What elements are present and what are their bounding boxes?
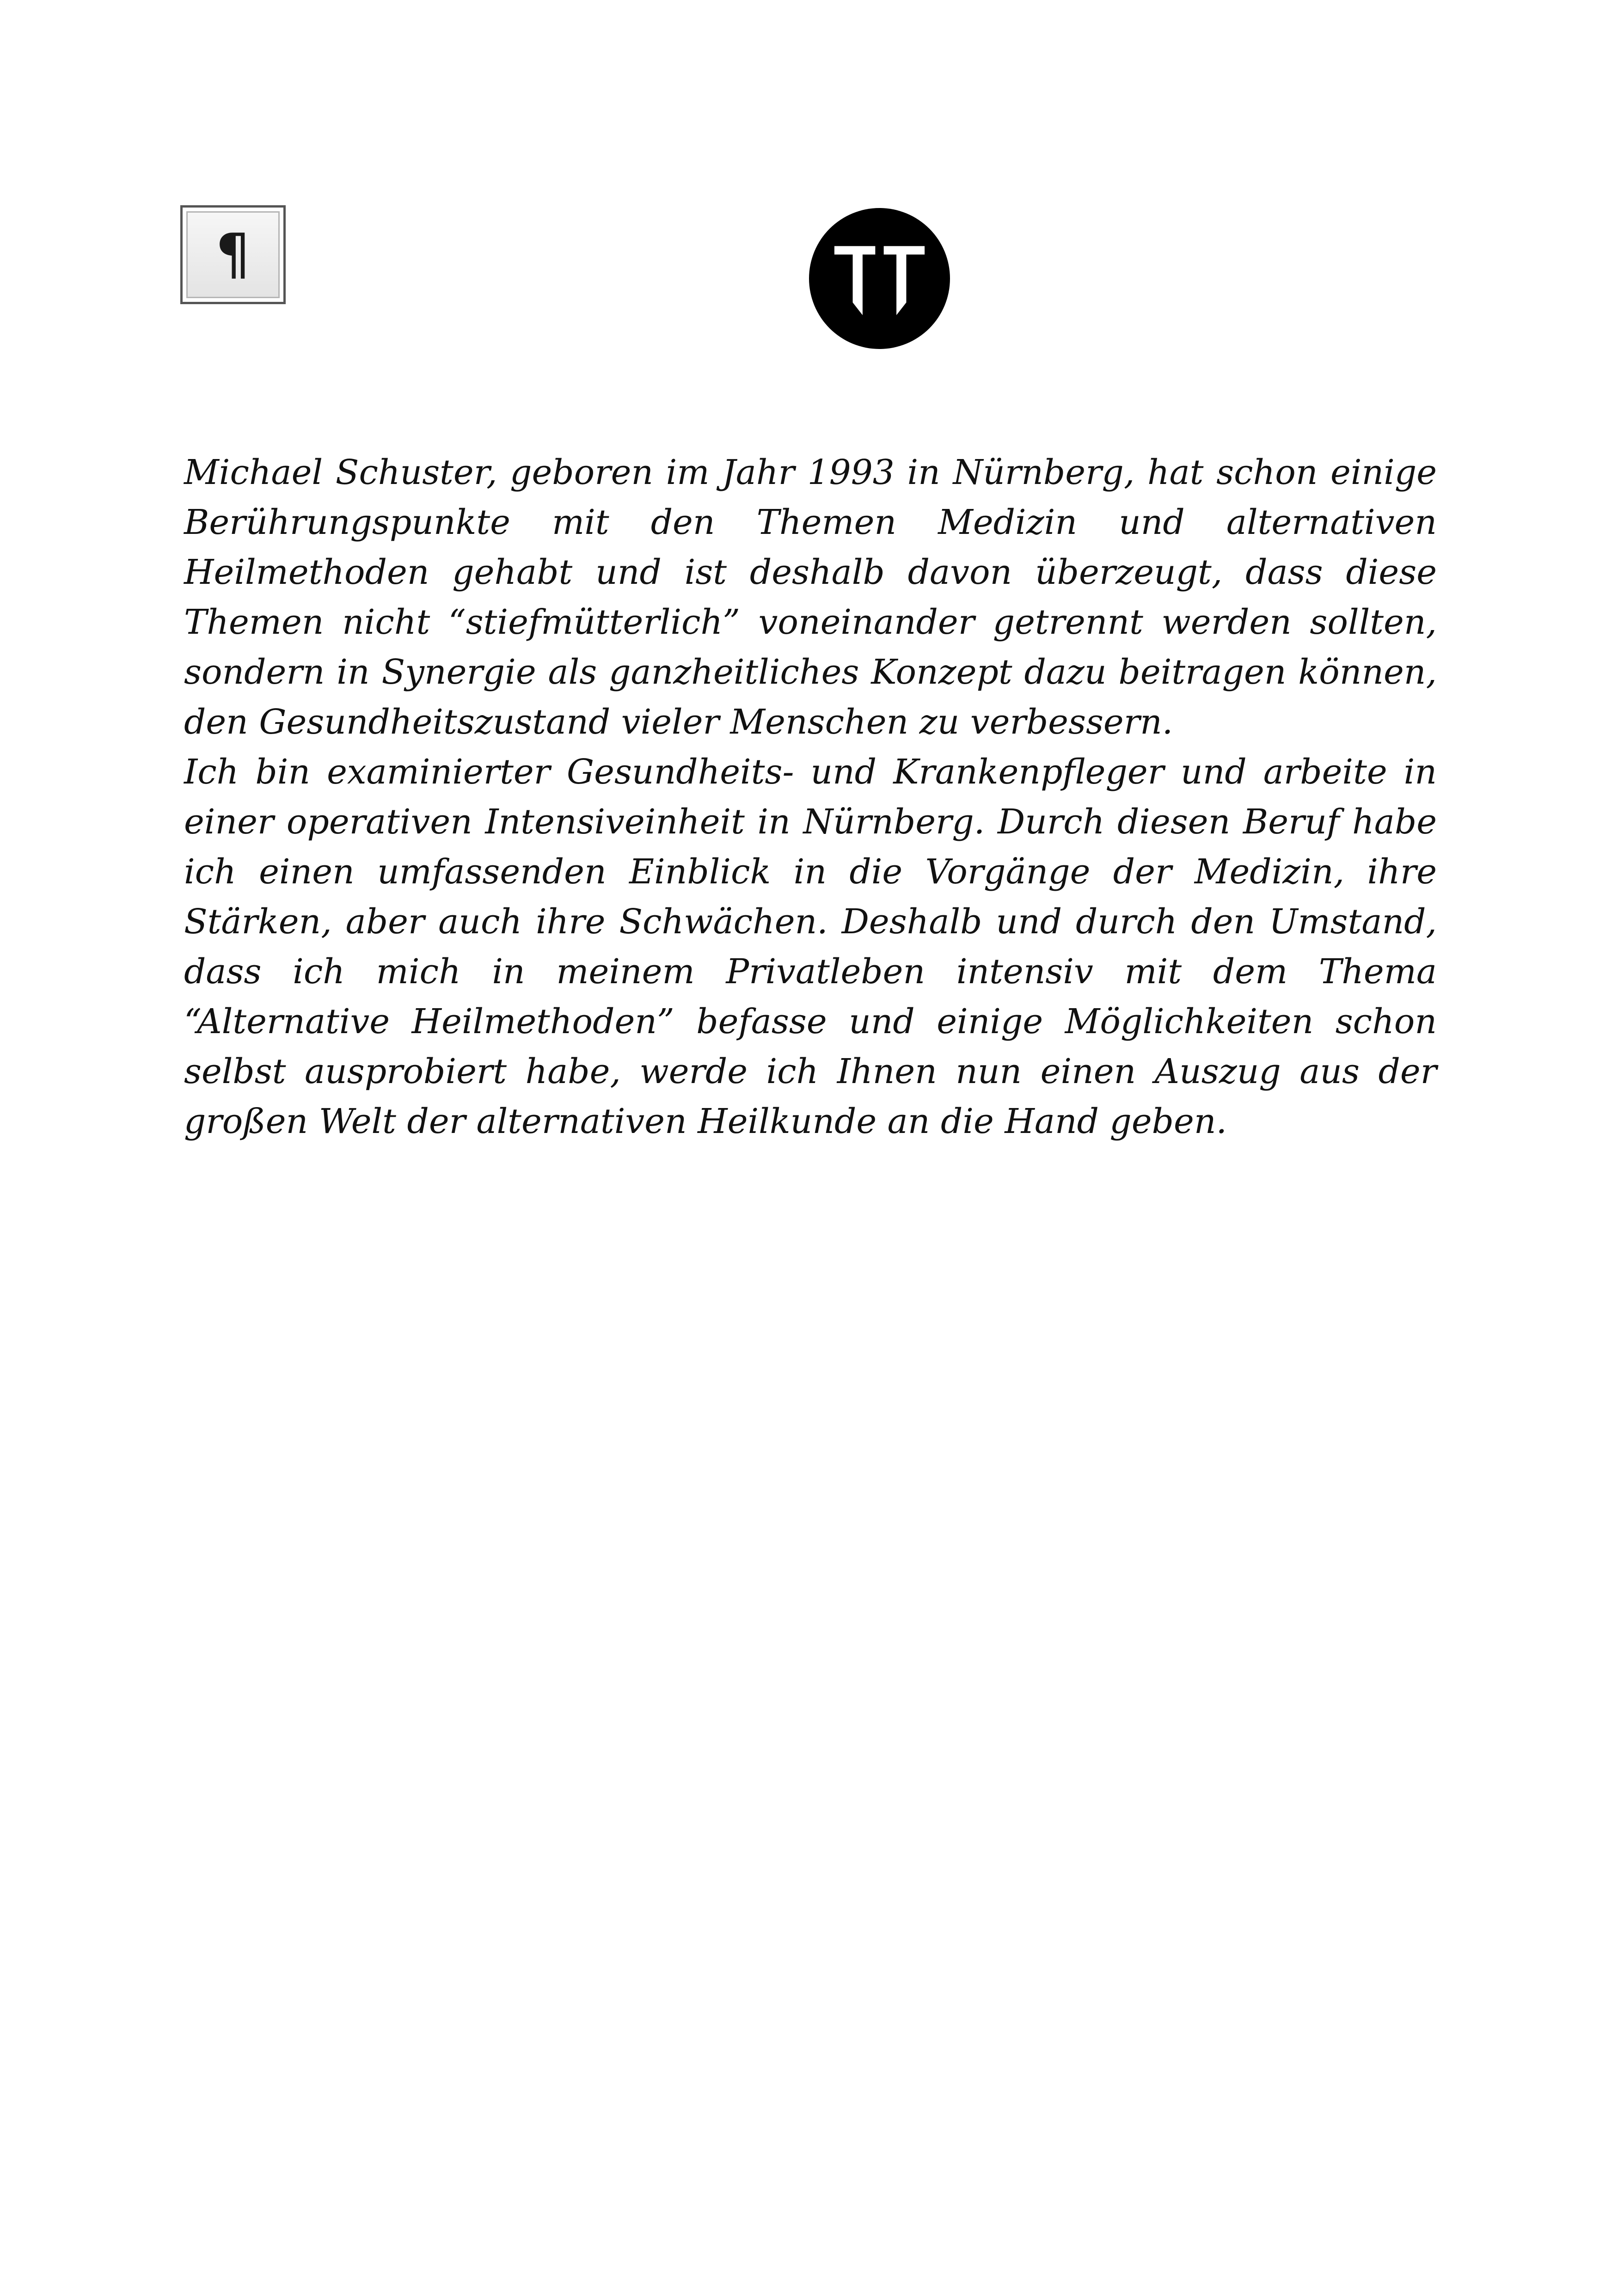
biography-paragraph-profession: Ich bin examinierter Gesundheits- und Krankenpfleger und arbeite in einer operativen Intensiveinheit in Nürnberg. Durch diesen Beruf habe ich einen umfassenden Einblick in die Vorgänge der Medizin, ihre Stärken, aber auch ihre Schwächen. Deshalb und durch den Umstand, dass ich mich in meinem Privatleben intensiv mit dem Thema “Alternative Heilmethoden” befasse und einige Möglichkeiten schon selbst ausprobiert habe, werde ich Ihnen nun einen Auszug aus der großen Welt der alternativen Heilkunde an die Hand geben. [184, 752, 1437, 1141]
author-biography [184, 447, 1437, 1146]
pilcrow-icon: ¶ [215, 222, 251, 287]
publisher-logo-icon [809, 208, 950, 349]
biography-paragraph-intro: Michael Schuster, geboren im Jahr 1993 in Nürnberg, hat schon einige Berührungspunkte mit den Themen Medizin und alternativen Heilmethoden gehabt und ist deshalb davon überzeugt, dass diese Themen nicht “stiefmütterlich” voneinander getrennt werden sollten, sondern in Synergie als ganzheitliches Konzept dazu beitragen können, den Gesundheitszustand vieler Menschen zu verbessern. [184, 453, 1437, 742]
pilcrow-button-face[interactable] [186, 211, 280, 298]
pilcrow-toggle-button[interactable] [180, 205, 286, 304]
